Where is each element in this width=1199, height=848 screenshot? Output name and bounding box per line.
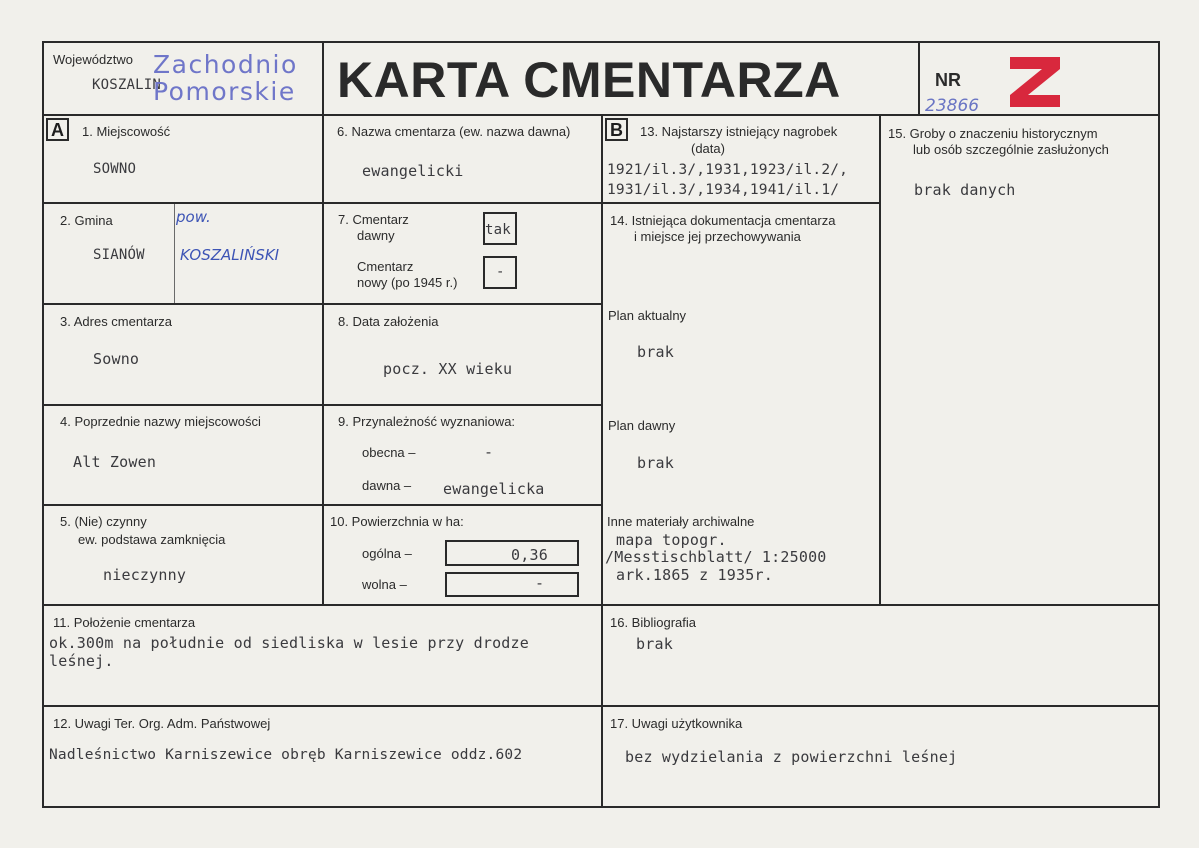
nr-handwritten-number: 23866: [925, 96, 980, 116]
f14-plan-dawny-label: Plan dawny: [608, 418, 676, 433]
f15-label-line1: 15. Groby o znaczeniu historycznym: [888, 126, 1098, 141]
f14-inne-label: Inne materiały archiwalne: [607, 514, 755, 529]
f1-value: SOWNO: [93, 161, 137, 177]
f17-value: bez wydzielania z powierzchni leśnej: [625, 748, 958, 766]
nr-z-mark: [1006, 53, 1064, 110]
f14-inne-line3: ark.1865 z 1935r.: [616, 566, 773, 584]
f14-plan-aktualny-value: brak: [637, 343, 674, 361]
f9-obecna-value: -: [484, 443, 494, 461]
f10-wolna-box: [445, 572, 579, 597]
f14-label-line2: i miejsce jej przechowywania: [634, 229, 801, 244]
f1-label: 1. Miejscowość: [82, 124, 171, 139]
f11-value-line2: leśnej.: [49, 652, 114, 670]
divider-nr: [918, 41, 920, 115]
wojewodztwo-label: Województwo: [53, 52, 133, 67]
f5-value: nieczynny: [103, 566, 187, 584]
f12-label: 12. Uwagi Ter. Org. Adm. Państwowej: [53, 716, 271, 731]
f10-label: 10. Powierzchnia w ha:: [330, 514, 464, 529]
divider-col2: [601, 114, 603, 808]
f7-nowy-label-line1: Cmentarz: [357, 259, 414, 274]
f2-value: SIANÓW: [93, 247, 145, 263]
f3-label: 3. Adres cmentarza: [60, 314, 172, 329]
f15-label-line2: lub osób szczególnie zasłużonych: [913, 142, 1109, 157]
f13-label-line1: 13. Najstarszy istniejący nagrobek: [640, 124, 838, 139]
page-title: KARTA CMENTARZA: [337, 52, 841, 108]
f7-dawny-label-line1: 7. Cmentarz: [338, 212, 409, 227]
section-b-marker: B: [605, 118, 628, 141]
f6-label: 6. Nazwa cmentarza (ew. nazwa dawna): [337, 124, 571, 139]
f11-label: 11. Położenie cmentarza: [53, 615, 196, 630]
f2-hand-pow: pow.: [176, 208, 211, 226]
wojewodztwo-typed: KOSZALIN: [92, 77, 162, 93]
f10-wolna-label: wolna –: [362, 577, 407, 592]
f14-inne-line2: /Messtischblatt/ 1:25000: [605, 548, 827, 566]
stamp-line1: Zachodnio: [153, 50, 298, 79]
f7-nowy-label-line2: nowy (po 1945 r.): [357, 275, 458, 290]
f7-dawny-value: tak: [485, 222, 511, 238]
divider-gmina: [174, 204, 175, 303]
f3-value: Sowno: [93, 350, 140, 368]
f2-hand-powiat: KOSZALIŃSKI: [180, 246, 280, 264]
f7-dawny-label-line2: dawny: [357, 228, 395, 243]
divider-f13-f14: [602, 202, 880, 204]
f16-value: brak: [636, 635, 673, 653]
f16-label: 16. Bibliografia: [610, 615, 696, 630]
f9-obecna-label: obecna –: [362, 445, 416, 460]
f9-dawna-label: dawna –: [362, 478, 412, 493]
f13-label-line2: (data): [691, 141, 725, 156]
section-a-marker: A: [46, 118, 69, 141]
f13-value-line1: 1921/il.3/,1931,1923/il.2/,: [607, 162, 849, 178]
f4-label: 4. Poprzednie nazwy miejscowości: [60, 414, 261, 429]
f14-plan-dawny-value: brak: [637, 454, 674, 472]
f6-value: ewangelicki: [362, 162, 464, 180]
f10-wolna-value: -: [535, 574, 545, 592]
divider-col3: [879, 114, 881, 605]
f17-label: 17. Uwagi użytkownika: [610, 716, 743, 731]
f13-value-line2: 1931/il.3/,1934,1941/il.1/: [607, 182, 840, 198]
f10-ogolna-label: ogólna –: [362, 546, 412, 561]
f11-value-line1: ok.300m na południe od siedliska w lesie przy drodze: [49, 634, 529, 652]
f14-plan-aktualny-label: Plan aktualny: [608, 308, 687, 323]
f14-label-line1: 14. Istniejąca dokumentacja cmentarza: [610, 213, 836, 228]
f8-value: pocz. XX wieku: [383, 360, 513, 378]
f4-value: Alt Zowen: [73, 453, 157, 471]
f9-label: 9. Przynależność wyznaniowa:: [338, 414, 516, 429]
f2-label: 2. Gmina: [60, 213, 113, 228]
f14-inne-line1: mapa topogr.: [616, 531, 727, 549]
f7-nowy-value: -: [496, 264, 505, 280]
f5-label-line2: ew. podstawa zamknięcia: [78, 532, 226, 547]
f10-ogolna-value: 0,36: [511, 546, 548, 564]
f15-value: brak danych: [914, 181, 1016, 199]
stamp-line2: Pomorskie: [153, 77, 296, 106]
nr-label: NR: [935, 70, 961, 90]
f9-dawna-value: ewangelicka: [443, 480, 545, 498]
f8-label: 8. Data założenia: [338, 314, 439, 329]
divider-col1: [322, 41, 324, 605]
f5-label-line1: 5. (Nie) czynny: [60, 514, 147, 529]
f12-value: Nadleśnictwo Karniszewice obręb Karniszewice oddz.602: [49, 747, 523, 763]
